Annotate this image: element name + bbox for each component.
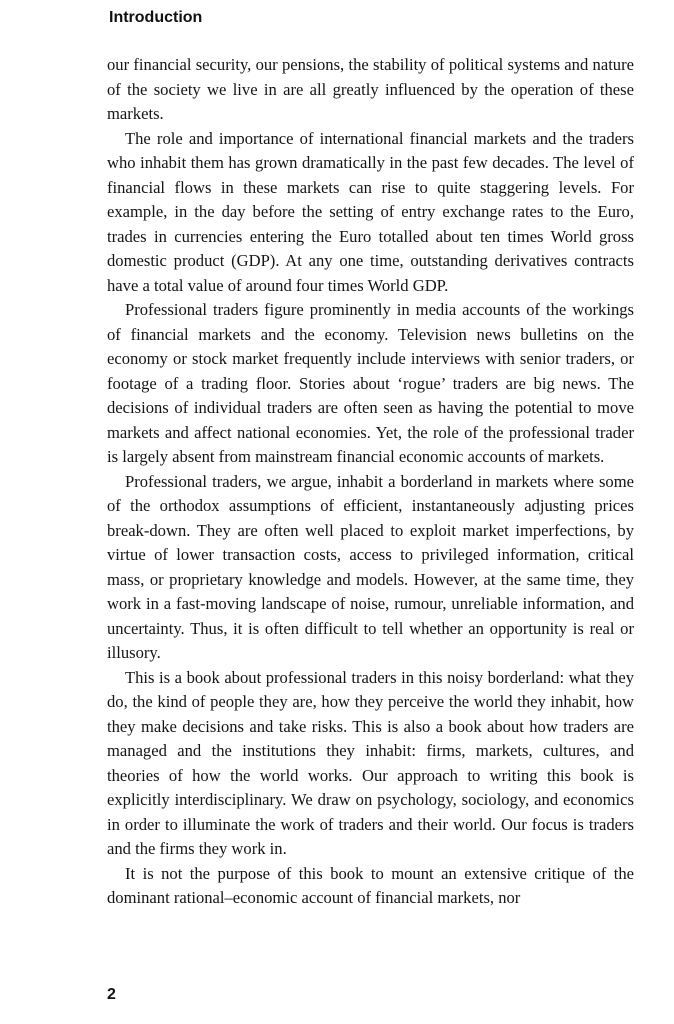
paragraph-traders-in-media: Professional traders figure prominently in media accounts of the workings of financial markets and the economy. Television news bulletins on the economy or stock market frequently include interviews with senior traders, or footage of a trading floor. Stories about ‘rogue’ traders are big news. The decisions of individual traders are often seen as having the potential to move markets and affect national economies. Yet, the role of the professional trader is largely absent from mainstream financial economic accounts of markets. <box>107 300 634 466</box>
paragraph-role-of-markets: The role and importance of international financial markets and the traders who inhabit them has grown dramatically in the past few decades. The level of financial flows in these markets can rise to quite staggering levels. For example, in the day before the setting of entry exchange rates to the Euro, trades in currencies entering the Euro totalled about ten times World gross domestic product (GDP). At any one time, outstanding derivatives contracts have a total value of around four times World GDP. <box>107 128 634 295</box>
paragraph-book-about: This is a book about professional traders in this noisy borderland: what they do, the kind of people they are, how they perceive the world they inhabit, how they make decisions and take risks. This is also a book about how traders are managed and the institutions they inhabit: firms, markets, cultures, and theories of how the world works. Our approach to writing this book is explicitly interdisciplinary. We draw on psychology, sociology, and economics in order to illuminate the work of traders and their world. Our focus is traders and the firms they work in. <box>107 667 634 858</box>
page-number: 2 <box>107 986 116 1003</box>
paragraph-continued: our financial security, our pensions, the stability of political systems and nature of the society we live in are all greatly influenced by the operation of these markets. <box>107 55 634 123</box>
running-head: Introduction <box>109 9 203 26</box>
paragraph-borderland: Professional traders, we argue, inhabit a borderland in markets where some of the orthodox assumptions of efficient, instantaneously adjusting prices break-down. They are often well placed to exploit market imperfections, by virtue of lower transaction costs, access to privileged information, critical mass, or proprietary knowledge and models. However, at the same time, they work in a fast-moving landscape of noise, rumour, unreliable information, and uncertainty. Thus, it is often difficult to tell whether an opportunity is real or illusory. <box>107 471 634 662</box>
paragraph-purpose: It is not the purpose of this book to mount an extensive critique of the dominant rational–economic account of financial markets, nor <box>107 863 634 907</box>
body-text <box>107 53 634 911</box>
